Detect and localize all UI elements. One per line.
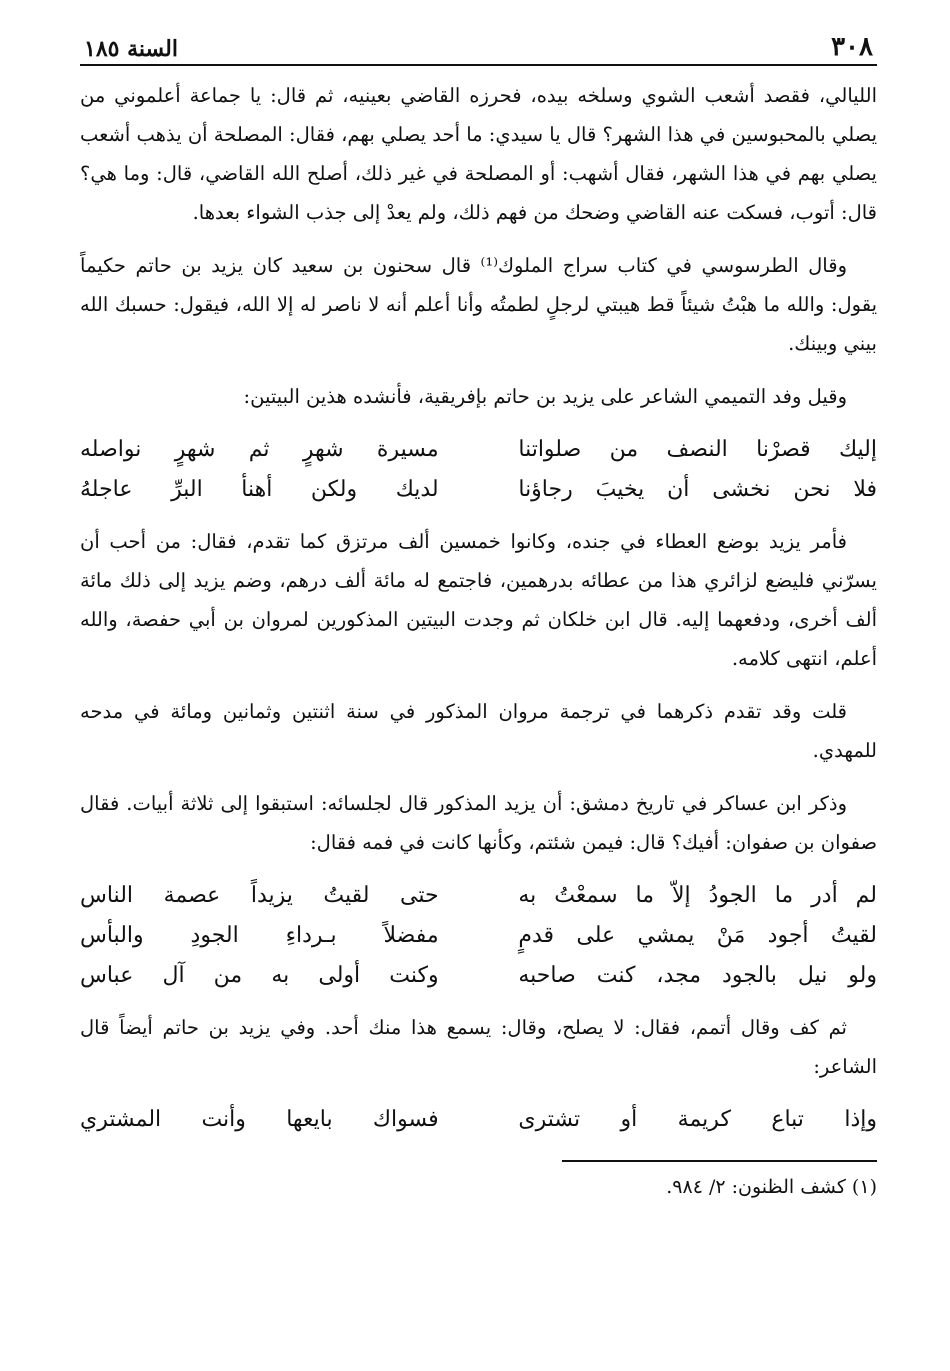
paragraph: ثم كف وقال أتمم، فقال: لا يصلح، وقال: يسمع هذا منك أحد. وفي يزيد بن حاتم أيضاً قال الشاعر:	[80, 1016, 877, 1078]
verse-line	[80, 916, 877, 956]
verse-line	[80, 470, 877, 510]
paragraph: الليالي، فقصد أشعب الشوي وسلخه بيده، فحرزه القاضي بعينيه، ثم قال: يا جماعة أعلموني من يصلي بالمحبوسين في هذا الشهر؟ قال يا سيدي: ما أحد يصلي بهم، فقال: المصلحة أن يذهب أشعب يصلي بهم في هذا الشهر، فقال أشهب: أو المصلحة في غير ذلك، أصلح الله القاضي، قال: وما هي؟ قال: أتوب، فسكت عنه القاضي وضحك من فهم ذلك، ولم يعدْ إلى جذب الشواء بعدها.	[80, 84, 877, 224]
running-head: السنة ١٨٥	[84, 36, 178, 62]
verse-line	[80, 956, 877, 996]
verse-first-hemistich: وإذا تباع كريمة أو تشترى	[518, 1107, 877, 1132]
verse-line	[80, 430, 877, 470]
paragraph: وقيل وفد التميمي الشاعر على يزيد بن حاتم بإفريقية، فأنشده هذين البيتين:	[243, 385, 847, 408]
verse-second-hemistich: وكنت أولى به من آل عباس	[80, 963, 439, 988]
book-page	[80, 22, 877, 1202]
paragraph: وذكر ابن عساكر في تاريخ دمشق: أن يزيد المذكور قال لجلسائه: استبقوا إلى ثلاثة أبيات. فقال صفوان بن صفوان: أفيك؟ قال: فيمن شئتم، وكأنها كانت في فمه فقال:	[80, 792, 877, 854]
verse-first-hemistich: ولو نيل بالجود مجد، كنت صاحبه	[518, 963, 877, 988]
footnote-divider	[562, 1160, 877, 1162]
verse-second-hemistich: مفضلاً بـرداءِ الجودِ والبأس	[80, 923, 439, 948]
footnote: (١) كشف الظنون: ٢/ ٩٨٤.	[666, 1176, 877, 1198]
paragraph: وقال الطرسوسي في كتاب سراج الملوك⁽¹⁾ قال سحنون بن سعيد كان يزيد بن حاتم حكيماً يقول: والله ما هبْتُ شيئاً قط هيبتي لرجلٍ لطمتُه وأنا أعلم أنه لا ناصر له إلا الله، فيقول: حسبك الله بيني وبينك.	[80, 254, 877, 355]
verse-line	[80, 1100, 877, 1140]
paragraph: فأمر يزيد بوضع العطاء في جنده، وكانوا خمسين ألف مرتزق كما تقدم، فقال: من أحب أن يسرّني فليضع لزائري هذا من عطائه بدرهمين، فاجتمع له مائة ألف درهم، وضم يزيد إلى ذلك مائة ألف أخرى، ودفعهما إليه. قال ابن خلكان ثم وجدت البيتين المذكورين لمروان بن أبي حفصة، والله أعلم، انتهى كلامه.	[80, 530, 877, 670]
verse-second-hemistich: حتى لقيتُ يزيداً عصمة الناس	[80, 883, 439, 908]
poem-block	[80, 876, 877, 996]
page-number: ٣٠٨	[831, 32, 873, 62]
paragraph: قلت وقد تقدم ذكرهما في ترجمة مروان المذكور في سنة اثنتين وثمانين ومائة في مدحه للمهدي.	[80, 700, 877, 762]
verse-second-hemistich: لديك ولكن أهنأ البرِّ عاجلهُ	[80, 477, 439, 502]
verse-second-hemistich: مسيرة شهرٍ ثم شهرٍ نواصله	[80, 437, 439, 462]
page-body	[80, 76, 877, 1202]
verse-first-hemistich: فلا نحن نخشى أن يخيبَ رجاؤنا	[518, 477, 877, 502]
page-header	[80, 22, 877, 66]
poem-block	[80, 430, 877, 510]
verse-line	[80, 876, 877, 916]
poem-block	[80, 1100, 877, 1140]
verse-first-hemistich: لقيتُ أجود مَنْ يمشي على قدمٍ	[518, 923, 877, 948]
verse-second-hemistich: فسواك بايعها وأنت المشتري	[80, 1107, 439, 1132]
verse-first-hemistich: إليك قصرْنا النصف من صلواتنا	[518, 437, 877, 462]
verse-first-hemistich: لم أدر ما الجودُ إلاّ ما سمعْتُ به	[518, 883, 877, 908]
